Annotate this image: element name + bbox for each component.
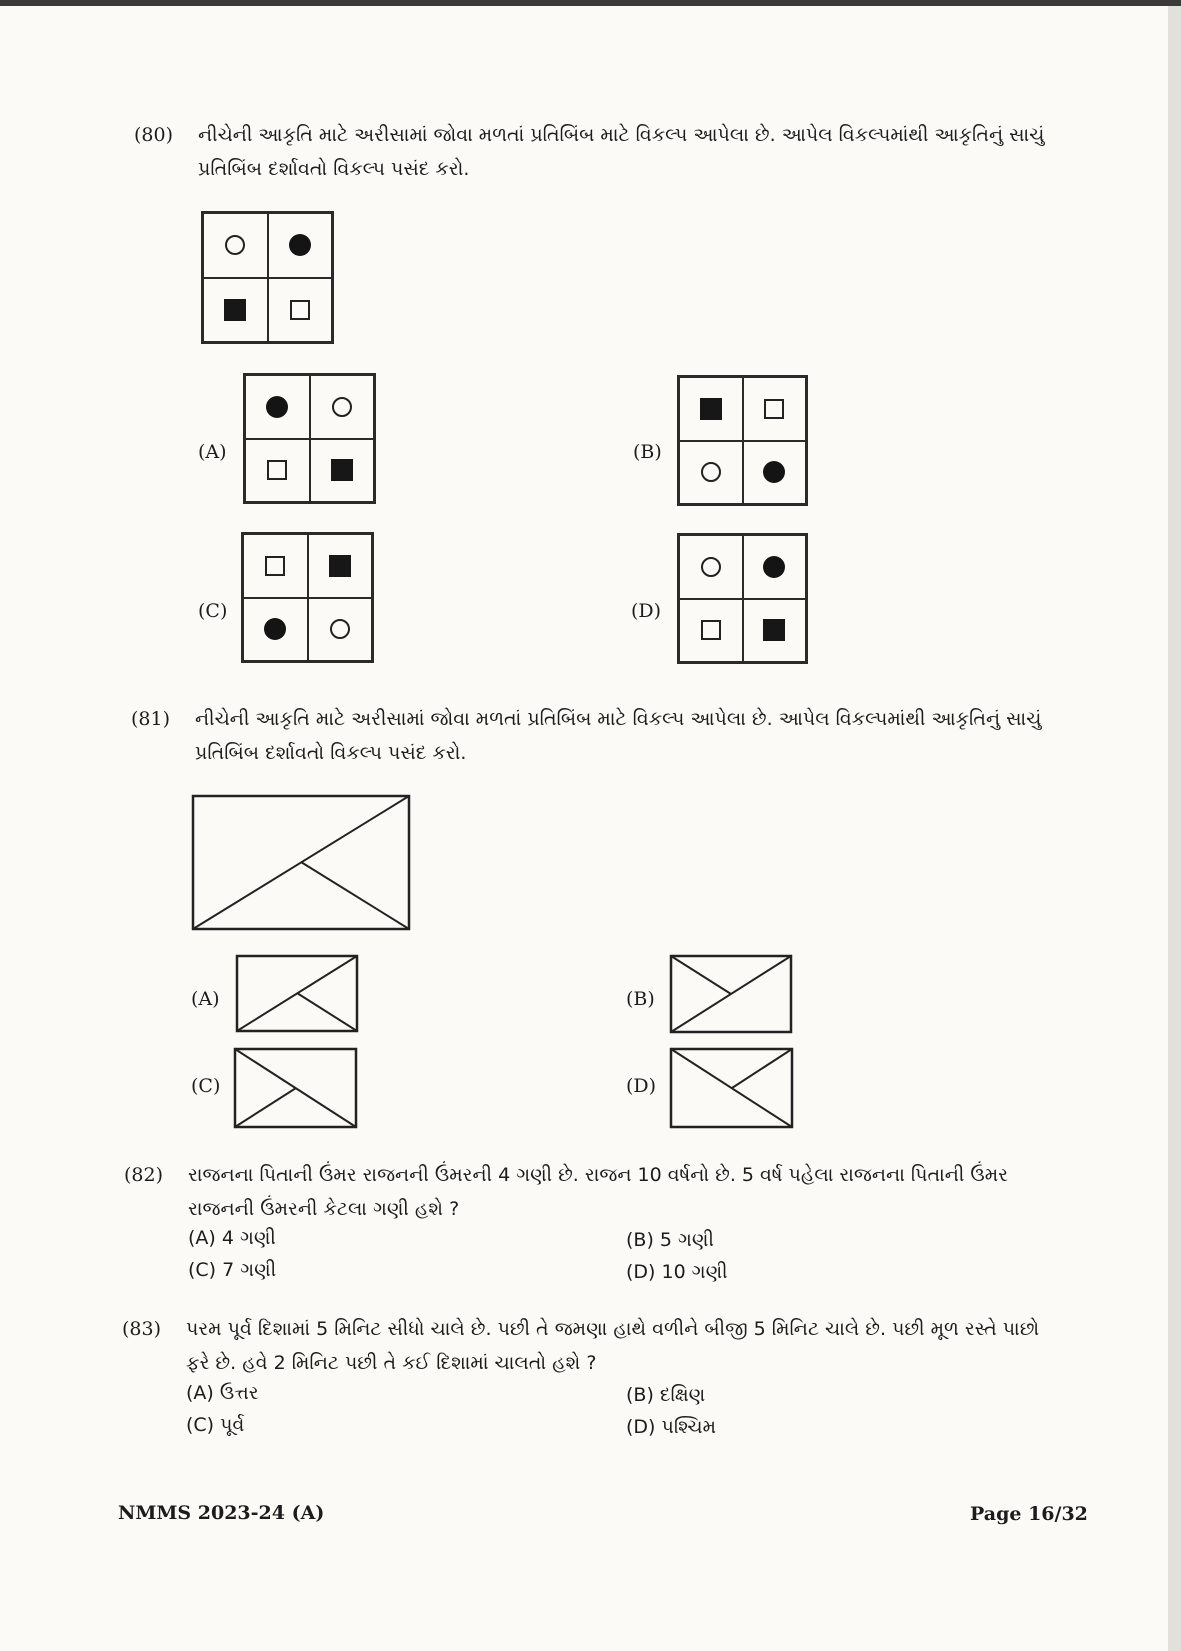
circle-filled-icon bbox=[289, 234, 311, 256]
q80-option-b-label[interactable]: (B) bbox=[633, 441, 662, 463]
q80-option-a-label[interactable]: (A) bbox=[198, 441, 227, 463]
q80-option-c-cell-1 bbox=[243, 534, 308, 598]
q81-option-a-figure[interactable] bbox=[236, 955, 358, 1032]
q80-option-a-cell-4 bbox=[310, 439, 375, 503]
q80-text-line1: નીચેની આકૃતિ માટે અરીસામાં જોવા મળતાં પ્રતિબિંબ માટે વિકલ્પ આપેલા છે. આપેલ વિકલ્પમાંથી આકૃતિનું સાચું bbox=[198, 124, 1045, 146]
q82-option-b[interactable]: (B) 5 ગણી bbox=[626, 1229, 714, 1251]
q80-option-c-cell-2 bbox=[308, 534, 373, 598]
q80-option-c-cell-3 bbox=[243, 598, 308, 662]
square-filled-icon bbox=[329, 555, 351, 577]
q80-question-figure bbox=[201, 211, 334, 344]
q80-option-d-cell-3 bbox=[679, 599, 743, 663]
q81-number: (81) bbox=[131, 708, 171, 730]
square-filled-icon bbox=[763, 619, 785, 641]
q82-option-a[interactable]: (A) 4 ગણી bbox=[188, 1227, 276, 1249]
square-outline-icon bbox=[290, 300, 310, 320]
q80-text-line2: પ્રતિબિંબ દર્શાવતો વિકલ્પ પસંદ કરો. bbox=[198, 158, 470, 180]
q81-option-d-figure[interactable] bbox=[670, 1048, 793, 1128]
q80-option-d-cell-2 bbox=[743, 535, 807, 599]
q83-option-a[interactable]: (A) ઉત્તર bbox=[186, 1382, 259, 1404]
square-filled-icon bbox=[331, 459, 353, 481]
q81-option-d-label[interactable]: (D) bbox=[626, 1075, 657, 1097]
circle-outline-icon bbox=[332, 397, 352, 417]
square-filled-icon bbox=[700, 398, 722, 420]
q81-option-c-figure[interactable] bbox=[234, 1048, 357, 1128]
circle-outline-icon bbox=[701, 462, 721, 482]
q80-option-d-cell-4 bbox=[743, 599, 807, 663]
q81-option-b-figure[interactable] bbox=[670, 955, 792, 1033]
page-edge-shadow bbox=[1168, 0, 1181, 1651]
square-outline-icon bbox=[764, 399, 784, 419]
q80-option-a-cell-3 bbox=[245, 439, 310, 503]
q81-option-a-label[interactable]: (A) bbox=[191, 988, 220, 1010]
q82-text-line1: રાજનના પિતાની ઉંમર રાજનની ઉંમરની 4 ગણી છે. રાજન 10 વર્ષનો છે. 5 વર્ષ પહેલા રાજનના પિતાની ઉંમર bbox=[188, 1164, 1008, 1186]
q83-text bbox=[186, 1312, 1086, 1380]
q82-text bbox=[188, 1158, 1088, 1226]
q80-option-a-cell-1 bbox=[245, 375, 310, 439]
q82-number: (82) bbox=[124, 1164, 164, 1186]
q82-text-line2: રાજનની ઉંમરની કેટલા ગણી હશે ? bbox=[188, 1198, 460, 1220]
q80-option-c-figure[interactable] bbox=[241, 532, 374, 663]
q83-option-b[interactable]: (B) દક્ષિણ bbox=[626, 1384, 706, 1406]
q83-text-line2: ફરે છે. હવે 2 મિનિટ પછી તે કઈ દિશામાં ચાલતો હશે ? bbox=[186, 1352, 597, 1374]
circle-filled-icon bbox=[266, 396, 288, 418]
q80-question-cell-3 bbox=[203, 278, 268, 343]
circle-outline-icon bbox=[330, 619, 350, 639]
q82-option-d[interactable]: (D) 10 ગણી bbox=[626, 1261, 728, 1283]
q80-option-d-cell-1 bbox=[679, 535, 743, 599]
q80-question-cell-1 bbox=[203, 213, 268, 278]
q80-option-b-cell-1 bbox=[679, 377, 743, 441]
q81-text-line2: પ્રતિબિંબ દર્શાવતો વિકલ્પ પસંદ કરો. bbox=[195, 742, 467, 764]
q80-option-d-figure[interactable] bbox=[677, 533, 808, 664]
q80-option-b-cell-4 bbox=[743, 441, 807, 505]
circle-filled-icon bbox=[264, 618, 286, 640]
q80-option-b-cell-3 bbox=[679, 441, 743, 505]
q81-option-c-label[interactable]: (C) bbox=[191, 1075, 221, 1097]
scan-top-border bbox=[0, 0, 1181, 6]
q83-option-d[interactable]: (D) પશ્ચિમ bbox=[626, 1416, 716, 1438]
q80-question-cell-2 bbox=[268, 213, 333, 278]
q81-text bbox=[195, 702, 1095, 770]
q80-text bbox=[198, 118, 1098, 186]
q80-option-c-cell-4 bbox=[308, 598, 373, 662]
q81-option-b-label[interactable]: (B) bbox=[626, 988, 655, 1010]
q80-option-a-cell-2 bbox=[310, 375, 375, 439]
q82-option-c[interactable]: (C) 7 ગણી bbox=[188, 1259, 277, 1281]
circle-filled-icon bbox=[763, 556, 785, 578]
q80-option-a-figure[interactable] bbox=[243, 373, 376, 504]
square-outline-icon bbox=[267, 460, 287, 480]
q80-question-cell-4 bbox=[268, 278, 333, 343]
circle-outline-icon bbox=[701, 557, 721, 577]
q80-option-c-label[interactable]: (C) bbox=[198, 600, 228, 622]
square-outline-icon bbox=[265, 556, 285, 576]
q80-option-d-label[interactable]: (D) bbox=[631, 600, 662, 622]
q80-number: (80) bbox=[134, 124, 174, 146]
q80-option-b-figure[interactable] bbox=[677, 375, 808, 506]
q81-text-line1: નીચેની આકૃતિ માટે અરીસામાં જોવા મળતાં પ્રતિબિંબ માટે વિકલ્પ આપેલા છે. આપેલ વિકલ્પમાંથી આકૃતિનું સાચું bbox=[195, 708, 1042, 730]
footer-exam-code: NMMS 2023-24 (A) bbox=[118, 1502, 325, 1524]
square-filled-icon bbox=[224, 299, 246, 321]
q80-option-b-cell-2 bbox=[743, 377, 807, 441]
q83-option-c[interactable]: (C) પૂર્વ bbox=[186, 1414, 245, 1436]
square-outline-icon bbox=[701, 620, 721, 640]
q83-text-line1: પરમ પૂર્વ દિશામાં 5 મિનિટ સીધો ચાલે છે. પછી તે જમણા હાથે વળીને બીજી 5 મિનિટ ચાલે છે. પછી મૂળ રસ્તે પાછો bbox=[186, 1318, 1040, 1340]
footer-page-number: Page 16/32 bbox=[970, 1503, 1088, 1525]
circle-outline-icon bbox=[225, 235, 245, 255]
circle-filled-icon bbox=[763, 461, 785, 483]
q81-question-figure bbox=[192, 795, 410, 930]
q83-number: (83) bbox=[122, 1318, 162, 1340]
